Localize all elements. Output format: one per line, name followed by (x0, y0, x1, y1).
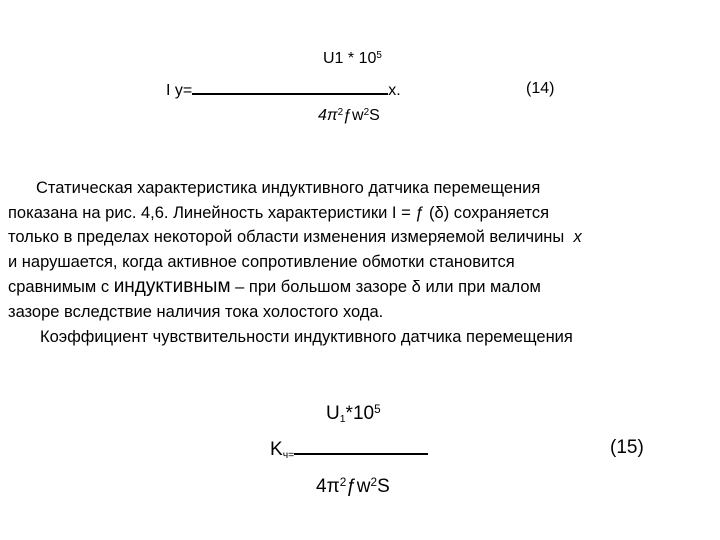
formula-15-numerator (326, 403, 381, 425)
formula-14-den-b: ƒw (343, 107, 364, 124)
paragraph-line-3 (8, 225, 708, 250)
formula-14-numerator (323, 50, 382, 68)
formula-15-num-sub: 1 (339, 414, 346, 426)
paragraph-line-5 (8, 274, 708, 300)
formula-15-den-c: S (377, 476, 390, 497)
formula-15-den-a: 4π (316, 476, 340, 497)
formula-14-fraction-bar (192, 80, 388, 95)
paragraph-line-6: зазоре вследствие наличия тока холостого хода. (8, 303, 384, 321)
paragraph-line-5-start: сравнимым с (8, 278, 110, 296)
formula-14-denominator (318, 107, 380, 125)
formula-14-numerator-exponent: 5 (376, 50, 382, 62)
formula-14-den-c: S (369, 107, 380, 124)
formula-14-suffix: x. (388, 82, 401, 99)
formula-15-denominator (316, 476, 390, 498)
formula-14-den-a: 4π (318, 107, 338, 124)
formula-14-lhs: I y= (166, 82, 193, 99)
paragraph-line-4: и нарушается, когда активное сопротивление обмотки становится (8, 252, 515, 271)
formula-15-number: (15) (610, 437, 644, 458)
body-paragraph (8, 176, 708, 349)
paragraph-line-3-text: только в пределах некоторой области изменения измеряемой величины (8, 228, 565, 246)
formula-15-fraction-bar (294, 437, 428, 455)
formula-15-den-a-exp: 2 (339, 476, 347, 490)
formula-14-den-b-exp: 2 (363, 107, 370, 119)
paragraph-line-7: Коэффициент чувствительности индуктивного датчика перемещения (40, 327, 573, 346)
formula-15-num-exp: 5 (374, 403, 381, 417)
paragraph-variable-x: x (573, 228, 582, 246)
paragraph-line-5-end: – при большом зазоре δ или при малом (235, 278, 541, 296)
formula-15-num-mid: *10 (345, 403, 375, 424)
formula-14-den-a-exp: 2 (337, 107, 344, 119)
formula-15-num-u: U (326, 403, 340, 424)
paragraph-line-1: Статическая характеристика индуктивного датчика перемещения (36, 179, 541, 197)
formula-15-den-b: ƒw (346, 476, 371, 497)
formula-15-den-b-exp: 2 (370, 476, 378, 490)
paragraph-line-2: показана на рис. 4,6. Линейность характеристики I = ƒ (δ) сохраняется (8, 203, 550, 222)
formula-15-main-line (270, 437, 428, 461)
formula-15-lhs-sub: ч= (282, 450, 295, 462)
formula-15-lhs-k: K (270, 439, 283, 460)
formula-14-numerator-text: U1 * 10 (323, 50, 377, 67)
formula-14-number: (14) (526, 80, 555, 97)
formula-14-main-line (166, 80, 401, 100)
paragraph-word-inductive: индуктивным (113, 276, 231, 297)
